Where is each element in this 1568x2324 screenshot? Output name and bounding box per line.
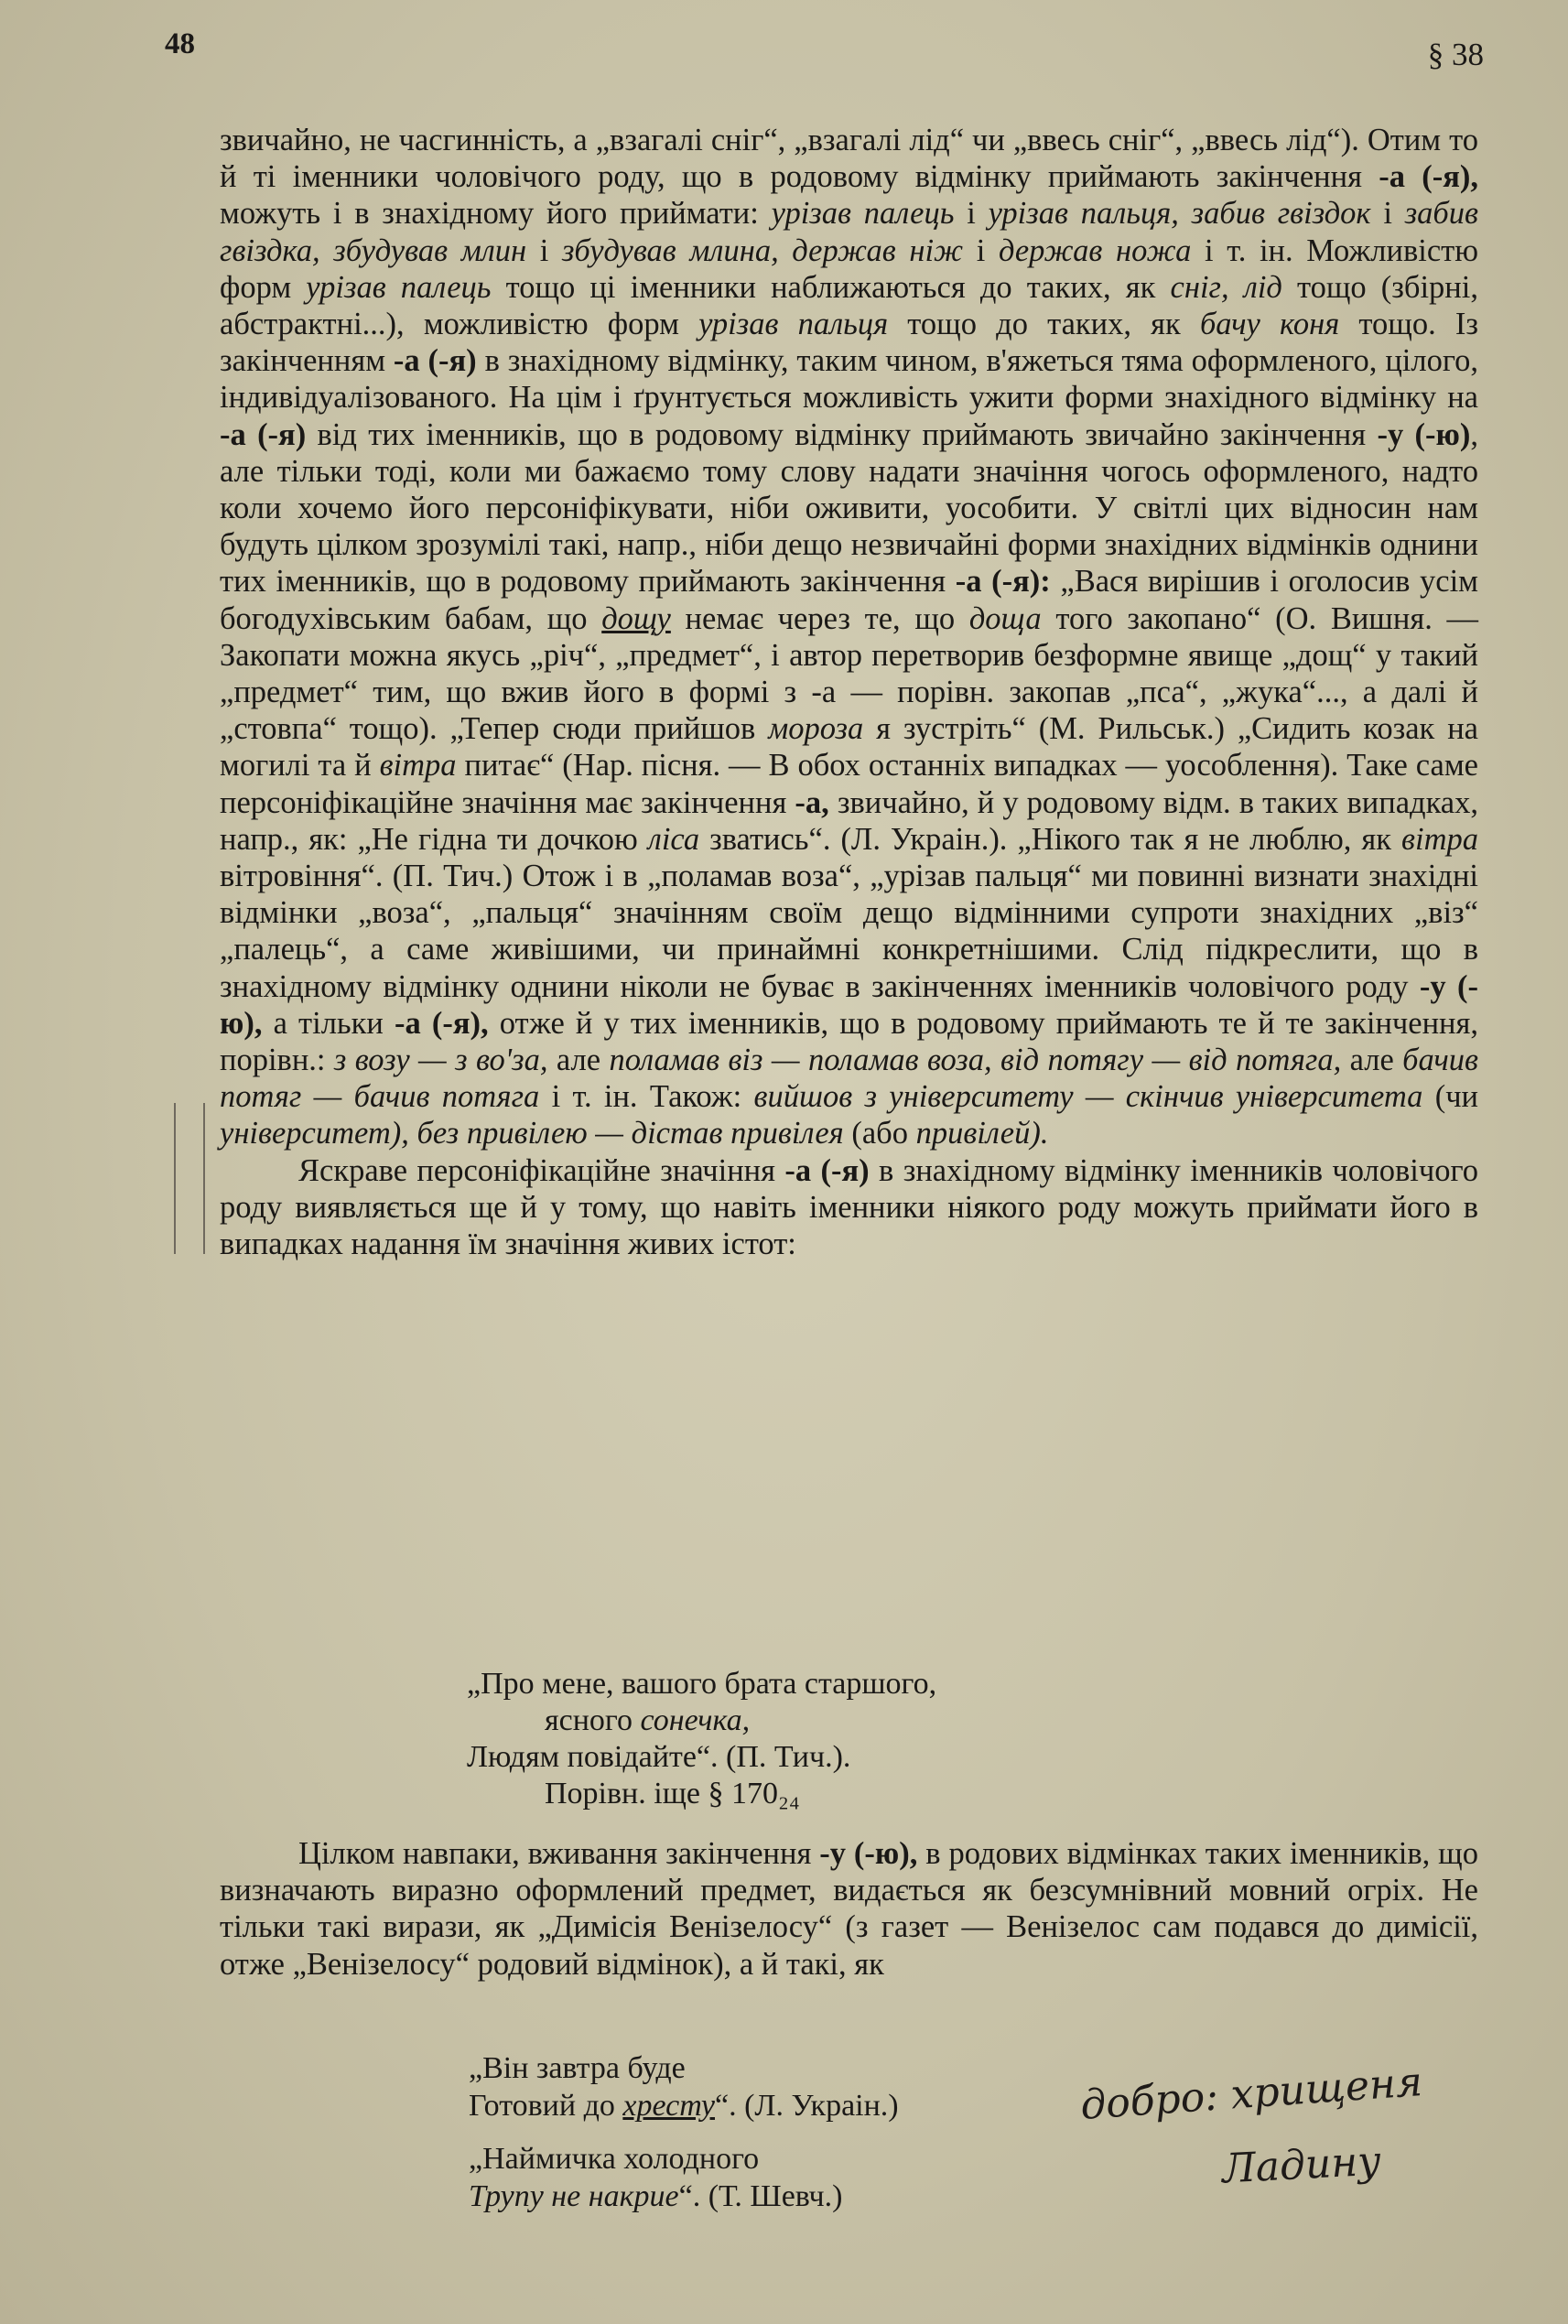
verse-line: „Він завтра буде — [469, 2051, 686, 2085]
text-run: тощо до таких, як — [888, 307, 1200, 342]
verse-quote-2 — [469, 2050, 899, 2215]
italic-run: дощу — [601, 600, 671, 636]
bold-run: -а, — [795, 784, 829, 820]
italic-run: ліса — [647, 821, 700, 857]
verse-line: „Про мене, вашого брата старшого, — [467, 1667, 937, 1701]
text-run: Цілком навпаки, вживання закінчення — [298, 1836, 820, 1871]
italic-run: забив гвіздка, збудував млин — [220, 196, 1479, 268]
text-run: звичайно, не часгинність, а „взагалі сніг“, „взагалі лід“ чи „ввесь сніг“, „ввесь лід“). Отим то й ті іменники чоловічого роду, що в родовому відмінку приймають закінчення — [220, 123, 1478, 195]
text-run: і — [526, 232, 562, 268]
text-run: але — [1341, 1043, 1403, 1078]
italic-run: урізав палець — [771, 196, 955, 232]
verse-line: „Наймичка холодного — [469, 2142, 760, 2176]
paragraph-third-text — [220, 1835, 1478, 1983]
text-run: немає через те, що — [670, 600, 969, 636]
text-run: і — [954, 196, 989, 232]
text-run: а тільки — [262, 1005, 395, 1041]
text-run: вітровіння“. (П. Тич.) Отож і в „поламав воза“, „урізав пальця“ ми повинні визнати знахідні відмінки „воза“, „пальця“ значінням своїм дещо відмінними супроти знахідних „віз“ „палець“, а саме живішими, чи принаймні конкретнішими. Слід підкреслити, що в знахідному відмінку однини ніколи не буває в закінченнях іменників чоловічого роду — [220, 859, 1478, 1004]
verse-line — [469, 2088, 899, 2125]
text-run: тощо. Із закінченням — [220, 307, 1479, 379]
text-run: Готовий до — [469, 2088, 623, 2123]
main-text-block — [220, 122, 1478, 1262]
text-run: „Вася вирішив і оголосив усім богодухівським бабам, що — [220, 564, 1479, 636]
bold-run: -а (-я) — [393, 343, 477, 379]
text-run: отже й у тих іменників, що в родовому приймають те й те закінчення, порівн.: — [220, 1005, 1478, 1078]
text-run: і — [1370, 196, 1405, 232]
italic-run: вийшов з університету — скінчив університета — [753, 1079, 1423, 1115]
handwritten-note: Ладину — [1220, 2137, 1382, 2193]
text-run: (або — [843, 1116, 916, 1151]
italic-run: сонечка, — [640, 1703, 751, 1737]
text-run: але — [547, 1043, 610, 1078]
bold-run: -а (-я) — [784, 1152, 870, 1188]
text-run: і — [963, 232, 999, 268]
italic-run: хресту — [622, 2088, 715, 2123]
text-run: зватись“. (Л. Украін.). „Нікого так я не люблю, як — [699, 821, 1402, 857]
page-number: 48 — [165, 27, 195, 60]
italic-run: урізав пальця, забив гвіздок — [988, 196, 1371, 232]
text-run: Яскраве персоніфікаційне значіння — [298, 1152, 785, 1188]
text-run: і т. ін. Також: — [539, 1079, 754, 1115]
italic-run: збудував млина, держав ніж — [561, 232, 964, 268]
bold-run: -у (-ю), — [220, 968, 1478, 1041]
text-run: можуть і в знахідному його приймати: — [220, 196, 772, 232]
italic-run: доща — [968, 600, 1042, 636]
italic-run: мороза — [768, 711, 864, 747]
bold-run: -у (-ю) — [1377, 416, 1471, 452]
text-run: в знахідному відмінку іменників чоловічого роду виявляється ще й у тому, що навіть іменники ніякого роду можуть приймати його в випадках надання їм значіння живих істот: — [220, 1152, 1479, 1262]
verse-line — [469, 2178, 899, 2216]
text-run: того закопано“ (О. Вишня. — Закопати можна якусь „річ“, „предмет“, і автор перетворив безформне явище „дощ“ у такий „предмет“ тим, що вжив його в формі з -а — порівн. закопав „пса“, „жука“..., а далі й „стовпа“ тощо). „Тепер сюди прийшов — [220, 600, 1478, 747]
bold-run: -а (-я) — [220, 416, 307, 452]
italic-run: бачу коня — [1199, 307, 1340, 342]
verse-line: Порівн. іще § 170₂₄ — [545, 1777, 800, 1811]
section-reference: § 38 — [1427, 37, 1484, 72]
margin-mark — [174, 1103, 205, 1254]
italic-run: поламав віз — поламав воза, від потягу — від потяга, — [609, 1043, 1342, 1078]
italic-run: з возу — з во'за, — [333, 1043, 548, 1078]
text-run: , але тільки тоді, коли ми бажаємо тому слову надати значіння чогось оформленого, надто коли хочемо його персоніфікувати, ніби оживити, уособити. У світлі цих відносин нам будуть цілком зрозумілі такі, напр., ніби дещо незвичайні форми знахідних відмінків однини тих іменників, що в родовому приймають закінчення — [220, 416, 1478, 600]
text-run: питає“ (Нар. пісня. — В обох останніх випадках — уособлення). Таке саме персоніфікаційне значіння має закінчення — [220, 748, 1478, 820]
italic-run: урізав палець — [306, 269, 492, 305]
text-run: тощо (збірні, абстрактні...), можливістю форм — [220, 269, 1478, 342]
text-run: в родових відмінках таких іменників, що визначають виразно оформлений предмет, видається як безсумнівний мовний огріх. Не тільки такі вирази, як „Димісія Венізелосу“ (з газет — Венізелос сам подався до димісії, отже „Венізелосу“ родовий відмінок), а й такі, як — [220, 1836, 1478, 1982]
verse-line — [467, 1702, 936, 1739]
text-run: звичайно, й у родовому відм. в таких випадках, напр., як: „Не гідна ти дочкою — [220, 784, 1478, 857]
bold-run: -а (-я), — [1379, 159, 1478, 195]
italic-run: вітра — [379, 748, 457, 784]
text-run: тощо ці іменники наближаються до таких, як — [491, 269, 1171, 305]
italic-run: бачив потяг — бачив потяга — [220, 1043, 1479, 1115]
text-run: в знахідному відмінку, таким чином, в'яжеться тяма оформленого, цілого, індивідуалізованого. На цім і ґрунтується можливість ужити форми знахідного відмінку на — [220, 343, 1478, 416]
bold-run: -у (-ю), — [819, 1836, 918, 1871]
paragraph-second — [220, 1152, 1478, 1263]
text-run: я зустріть“ (М. Рильськ.) „Сидить козак на могилі та й — [220, 711, 1478, 784]
italic-run: університет), без привілею — дістав привілея — [220, 1116, 844, 1151]
italic-run: держав ножа — [998, 232, 1192, 268]
italic-run: сніг, лід — [1170, 269, 1282, 305]
verse-line: Людям повідайте“. (П. Тич.). — [467, 1740, 851, 1774]
italic-run: вітра — [1401, 821, 1478, 857]
text-run: “. (Л. Украін.) — [715, 2088, 899, 2123]
text-run: (чи — [1422, 1079, 1479, 1115]
text-run: “. (Т. Шевч.) — [678, 2178, 843, 2213]
paragraph-main — [220, 122, 1478, 1152]
paragraph-third — [220, 1835, 1478, 1983]
bold-run: -а (-я): — [955, 564, 1051, 600]
verse-quote-1 — [467, 1666, 936, 1812]
text-run: ясного — [545, 1703, 641, 1737]
text-run: від тих іменників, що в родовому відмінку приймають звичайно закінчення — [306, 416, 1378, 452]
italic-run: привілей). — [915, 1116, 1049, 1151]
italic-run: урізав пальця — [698, 307, 889, 342]
italic-run: Трупу не накрие — [469, 2178, 679, 2213]
bold-run: -а (-я), — [395, 1005, 489, 1041]
handwritten-note: добро: хрищеня — [1078, 2059, 1424, 2129]
text-run: і т. ін. Можливістю форм — [220, 232, 1478, 305]
